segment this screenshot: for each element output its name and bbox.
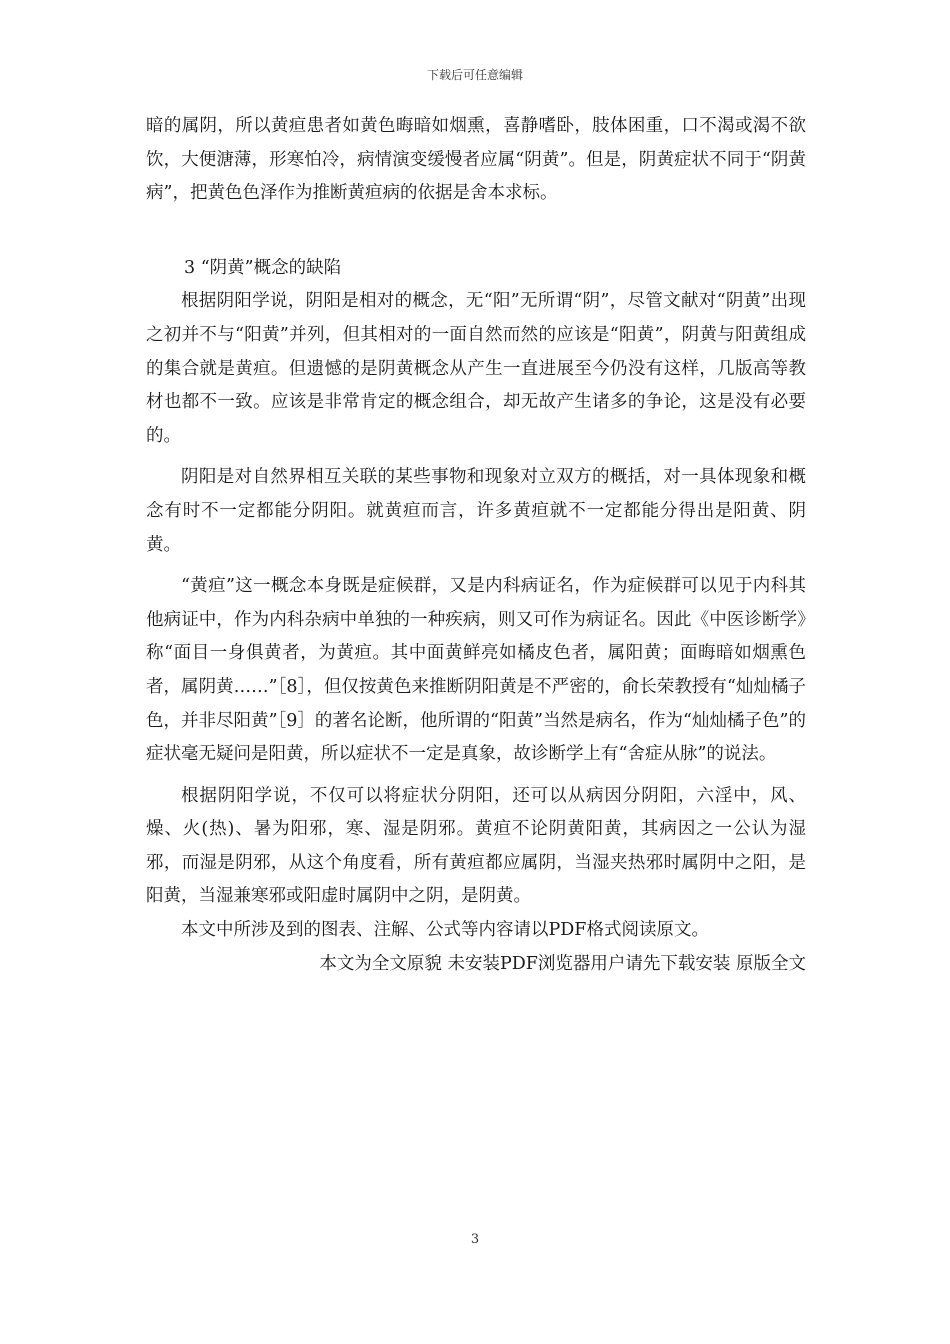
page-header: 下载后可任意编辑 bbox=[426, 68, 523, 82]
pdf-notice: 本文中所涉及到的图表、注解、公式等内容请以PDF格式阅读原文。 bbox=[181, 920, 709, 941]
section-heading: 3 “阴黄”概念的缺陷 bbox=[184, 257, 342, 278]
paragraph: 根据阴阳学说，不仅可以将症状分阴阳，还可以从病因分阴阳，六淫中，风、燥、火(热)、暑为阳邪，寒、湿是阴邪。黄疸不论阴黄阳黄，其病因之一公认为湿邪，而湿是阴邪，从这个角度看，所有黄疸都应属阴，当湿夹热邪时属阴中之阳，是阳黄，当湿兼寒邪或阳虚时属阴中之阴，是阴黄。 bbox=[146, 785, 806, 907]
download-notice: 本文为全文原貌 未安装PDF浏览器用户请先下载安装 原版全文 bbox=[319, 953, 806, 974]
document-body bbox=[146, 110, 806, 981]
page-number: 3 bbox=[470, 1232, 480, 1247]
paragraph: 阴阳是对自然界相互关联的某些事物和现象对立双方的概括，对一具体现象和概念有时不一定都能分阴阳。就黄疸而言，许多黄疸就不一定都能分得出是阳黄、阴黄。 bbox=[146, 467, 806, 555]
paragraph: “黄疸”这一概念本身既是症候群，又是内科病证名，作为症候群可以见于内科其他病证中，作为内科杂病中单独的一种疾病，则又可作为病证名。因此《中医诊断学》称“面目一身俱黄者，为黄疸。其中面黄鲜亮如橘皮色者，属阳黄；面晦暗如烟熏色者，属阴黄……”［8］，但仅按黄色来推断阴阳黄是不严密的，俞长荣教授有“灿灿橘子色，并非尽阳黄”［9］的著名论断，他所谓的“阳黄”当然是病名，作为“灿灿橘子色”的症状毫无疑问是阳黄，所以症状不一定是真象，故诊断学上有“舍症从脉”的说法。 bbox=[146, 576, 806, 765]
paragraph: 根据阴阳学说，阴阳是相对的概念，无“阳”无所谓“阴”，尽管文献对“阴黄”出现之初并不与“阳黄”并列，但其相对的一面自然而然的应该是“阳黄”，阴黄与阳黄组成的集合就是黄疸。但遗憾的是阴黄概念从产生一直进展至今仍没有这样，几版高等教材也都不一致。应该是非常肯定的概念组合，却无故产生诸多的争论，这是没有必要的。 bbox=[146, 291, 806, 446]
paragraph-continuation: 暗的属阴，所以黄疸患者如黄色晦暗如烟熏，喜静嗜卧，肢体困重，口不渴或渴不欲饮，大便溏薄，形寒怕冷，病情演变缓慢者应属“阴黄”。但是，阴黄症状不同于“阴黄病”，把黄色色泽作为推断黄疸病的依据是舍本求标。 bbox=[146, 116, 806, 204]
